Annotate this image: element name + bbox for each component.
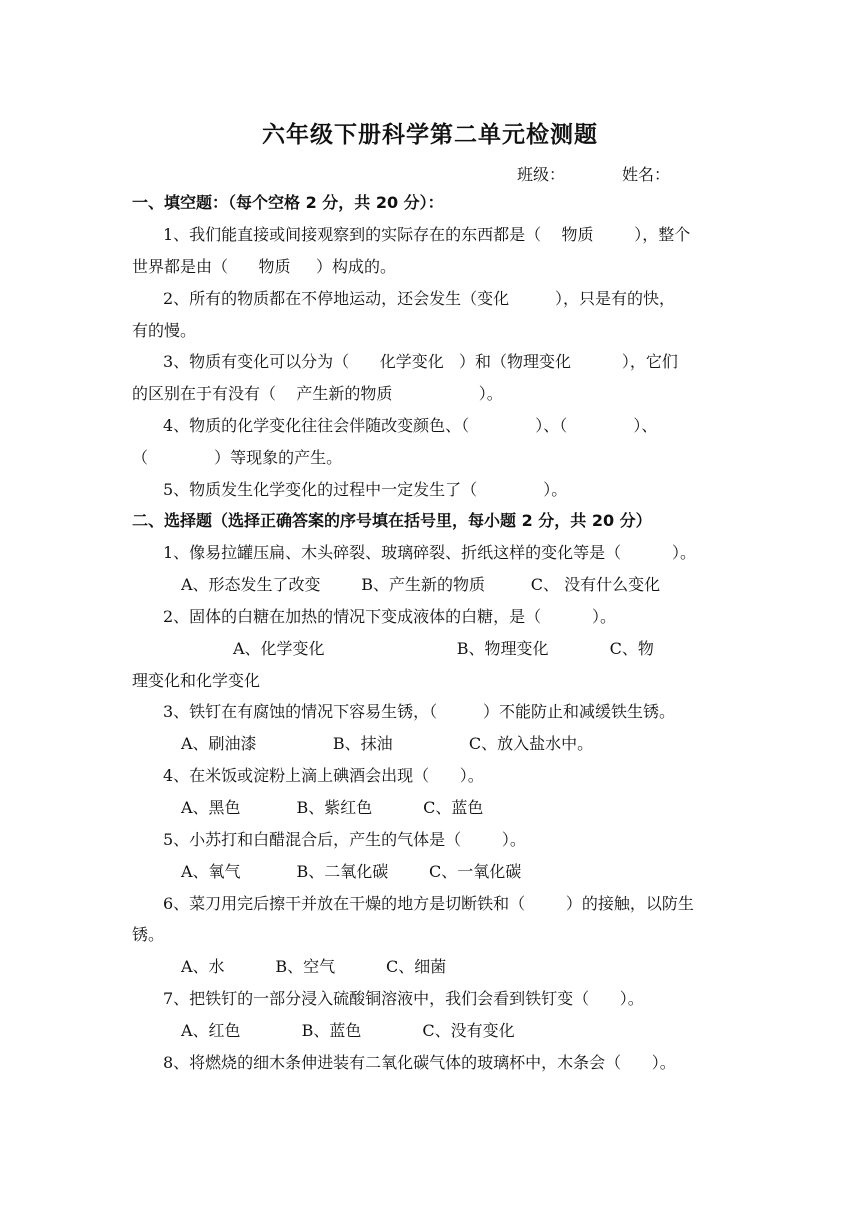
q2-2-options-cont: 理变化和化学变化 [132,671,261,690]
q1-3-cont: 的区别在于有没有（ 产生新的物质 ）。 [132,384,503,403]
q2-1: 1、像易拉罐压扁、木头碎裂、玻璃碎裂、折纸这样的变化等是（ ）。 [163,543,697,562]
q2-7-options: A、红色 B、蓝色 C、没有变化 [181,1021,515,1040]
q2-2-options: A、化学变化 B、物理变化 C、物 [233,639,654,658]
q1-1-cont: 世界都是由（ 物质 ）构成的。 [132,257,396,276]
q2-6-options: A、水 B、空气 C、细菌 [181,957,447,976]
q2-5: 5、小苏打和白醋混合后，产生的气体是（ ）。 [163,830,526,849]
page-title: 六年级下册科学第二单元检测题 [262,122,598,148]
q2-6: 6、菜刀用完后擦干并放在干燥的地方是切断铁和（ ）的接触，以防生 [163,894,694,913]
section-1-heading: 一、填空题：（每个空格 2 分，共 20 分）： [132,193,444,212]
q1-4-cont: （ ）等现象的产生。 [132,448,343,467]
q2-6-cont: 锈。 [132,925,165,944]
q2-4: 4、在米饭或淀粉上滴上碘酒会出现（ ）。 [163,766,484,785]
q2-7: 7、把铁钉的一部分浸入硫酸铜溶液中，我们会看到铁钉变（ ）。 [163,989,644,1008]
q1-2: 2、所有的物质都在不停地运动，还会发生（变化 ），只是有的快， [163,289,675,308]
q1-5: 5、物质发生化学变化的过程中一定发生了（ ）。 [163,480,568,499]
class-label: 班级： [517,165,566,184]
section-2-heading: 二、选择题（选择正确答案的序号填在括号里，每小题 2 分，共 20 分） [132,511,652,530]
q2-2: 2、固体的白糖在加热的情况下变成液体的白糖，是（ ）。 [163,607,617,626]
q2-3-options: A、刷油漆 B、抹油 C、放入盐水中。 [181,734,594,753]
name-label: 姓名： [622,165,671,184]
q2-3: 3、铁钉在有腐蚀的情况下容易生锈，（ ）不能防止和减缓铁生锈。 [163,702,675,721]
q1-1: 1、我们能直接或间接观察到的实际存在的东西都是（ 物质 ），整个 [163,225,691,244]
q1-2-cont: 有的慢。 [132,321,197,340]
q2-4-options: A、黑色 B、紫红色 C、蓝色 [181,798,484,817]
q1-3: 3、物质有变化可以分为（ 化学变化 ）和（物理变化 ），它们 [163,352,678,371]
q2-5-options: A、氧气 B、二氧化碳 C、一氧化碳 [181,862,522,881]
q2-1-options: A、形态发生了改变 B、产生新的物质 C、 没有什么变化 [181,575,661,594]
q1-4: 4、物质的化学变化往往会伴随改变颜色、（ ）、（ ）、 [163,416,658,435]
q2-8: 8、将燃烧的细木条伸进装有二氧化碳气体的玻璃杯中，木条会（ ）。 [163,1053,676,1072]
